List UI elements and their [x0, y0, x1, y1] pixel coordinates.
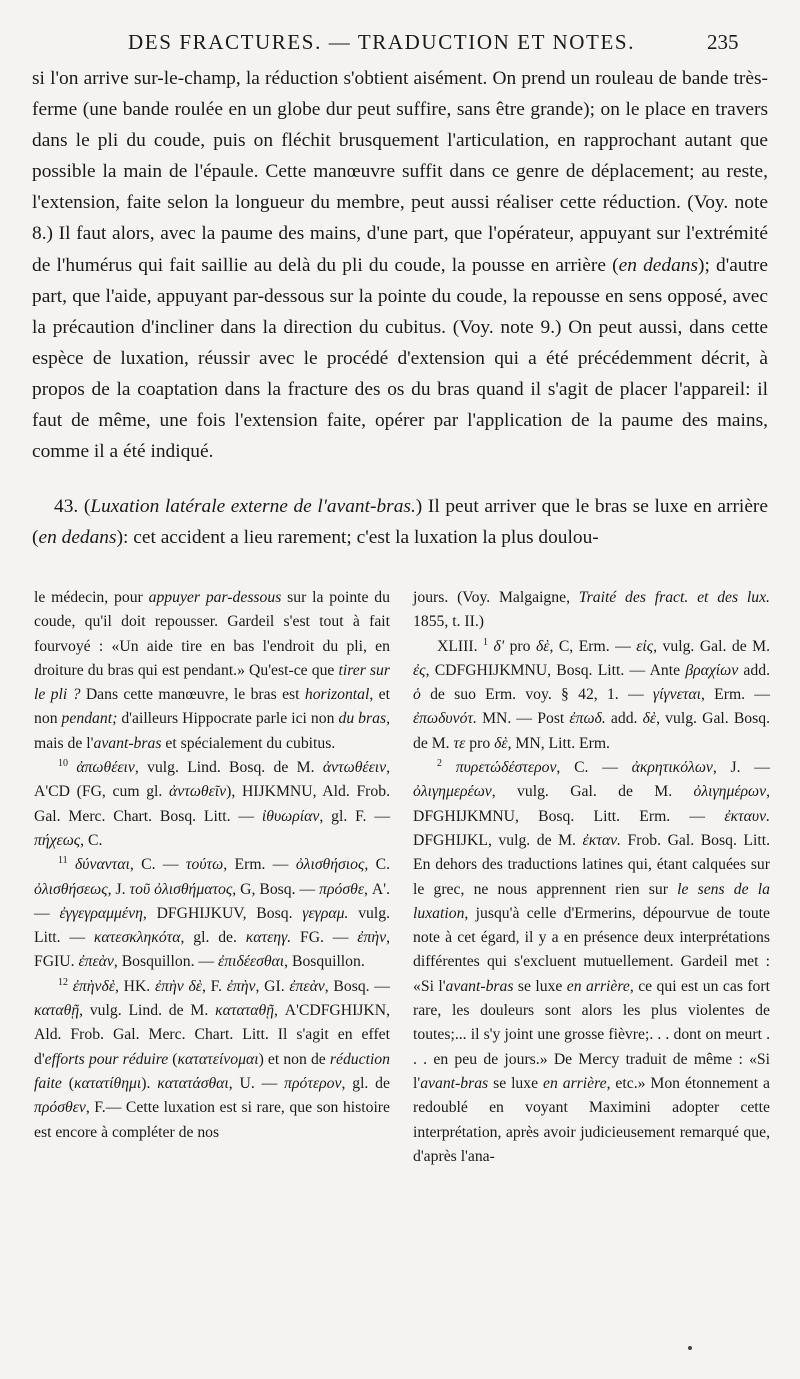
text-run: pro: [465, 734, 495, 752]
text-run: 2: [437, 757, 442, 769]
text-run: ἐπωδ.: [569, 710, 606, 728]
text-run: de suo Erm. voy. § 42, 1. —: [420, 686, 653, 704]
text-run: , G, Bosq. —: [232, 880, 320, 898]
text-run: 10: [58, 757, 68, 769]
main-paragraph: [32, 63, 768, 467]
text-run: κατατείνομαι: [177, 1050, 259, 1068]
text-run: γεγραμ.: [302, 904, 349, 922]
text-run: δ': [487, 637, 505, 655]
text-run: , et non: [34, 686, 390, 728]
text-run: , gl. F. —: [319, 807, 391, 825]
text-run: ἀκρητικόλων: [631, 759, 713, 777]
text-run: ).: [141, 1074, 158, 1092]
text-run: βραχίων: [685, 661, 739, 679]
text-run: κατεσκληκότα: [93, 929, 181, 947]
text-run: πρόσθεν: [34, 1099, 86, 1117]
text-run: , Erm. —: [700, 686, 770, 704]
text-run: , DFGHIJKMNU, Bosq. Litt. Erm. —: [413, 783, 770, 825]
text-run: , Erm. —: [223, 856, 296, 874]
text-run: ἐγγεγραμμένη: [59, 904, 143, 922]
section-43-paragraph: 43. (Luxation latérale externe de l'avant-bras.) Il peut arriver que le bras se luxe en arrière (en dedans): cet accident a lieu rarement; c'est la luxation la plus doulou-: [32, 491, 768, 553]
text-run: , C.: [80, 831, 103, 849]
text-run: , HK.: [115, 977, 155, 995]
text-run: appuyer par-dessous: [148, 589, 282, 606]
note-xliii-1: [413, 635, 770, 756]
text-run: τε: [453, 734, 466, 752]
text-run: ἐπὴνδὲ: [72, 977, 115, 995]
text-run: pendant;: [61, 710, 118, 728]
text-run: ὀλιγημέρων: [693, 783, 767, 801]
text-run: ἐπιδέεσθαι: [218, 953, 285, 971]
text-run: ) et non de: [258, 1050, 330, 1068]
text-run: , gl. de.: [180, 929, 246, 947]
notes-column-right: [413, 586, 770, 1169]
text-run: , GI.: [255, 977, 290, 995]
text-run: , vulg. Gal. de M.: [491, 783, 694, 801]
text-run: en arrière: [566, 977, 630, 995]
text-run: pro: [504, 637, 536, 655]
text-run: , vulg. Gal. de M.: [653, 637, 771, 655]
page-number: 235: [707, 30, 739, 54]
text-run: , CDFGHIJKMNU, Bosq. Litt. — Ante: [425, 661, 686, 679]
text-run: en dedans: [38, 527, 117, 549]
text-run: en dedans: [618, 254, 699, 276]
text-run: κατατίθημι: [73, 1074, 142, 1092]
text-run: δὲ: [642, 710, 657, 728]
text-run: ἀντωθεῖν: [169, 783, 227, 801]
text-run: , DFGHIJKUV, Bosq.: [142, 904, 303, 922]
text-run: , vulg. Lind. de M.: [79, 1002, 216, 1020]
text-run: se luxe: [488, 1074, 543, 1092]
text-run: sur la pointe du coude, qu'il doit repousser. Gardeil s'est tout à fait fourvoyé : «Un aide tire en bas l'endroit du pli, en droiture du bras qui est pendant.» Qu'est-ce que: [34, 589, 390, 679]
note-11: [34, 853, 390, 974]
text-run: ἰθυωρίαν: [261, 807, 320, 825]
text-run: δὲ: [535, 637, 550, 655]
text-run: le sens de la luxation: [413, 880, 770, 922]
text-run: δὲ: [494, 734, 508, 752]
text-run: XLIII.: [437, 637, 483, 655]
section-title: Luxation latérale externe de l'avant-bras.: [90, 496, 416, 518]
text-run: add.: [605, 710, 643, 728]
text-run: πήχεως: [34, 831, 81, 849]
text-run: , A'CDFGHIJKN, Ald. Frob. Gal. Merc. Chart. Litt. Il s'agit en effet d': [34, 1002, 390, 1068]
text-run: , A'CD (FG, cum gl.: [34, 759, 391, 801]
text-run: , MN, Litt. Erm.: [507, 734, 610, 752]
text-run: , vulg. Lind. Bosq. de M.: [134, 759, 323, 777]
text-run: , C.: [364, 856, 391, 874]
text-run: , A'. —: [34, 880, 390, 922]
text-run: , Bosquillon. —: [113, 953, 219, 971]
note-10: [34, 756, 390, 853]
text-run: , F.: [201, 977, 227, 995]
text-run: , vulg. Gal. Bosq. de M.: [413, 710, 771, 752]
note-12: [34, 975, 390, 1145]
text-run: se luxe: [513, 977, 567, 995]
text-run: ἐπεὰν: [78, 953, 114, 971]
text-run: ἐπὴν: [226, 977, 256, 995]
note-xliii-2: [413, 756, 770, 1169]
text-run: (: [168, 1050, 178, 1068]
text-run: DFGHIJKL, vulg. de M.: [413, 831, 583, 849]
text-run: ἐπεὰν: [289, 977, 325, 995]
text-run: , J. —: [712, 759, 770, 777]
text-run: add.: [738, 661, 771, 679]
text-run: ἀντωθέειν: [322, 759, 387, 777]
text-run: vulg. Litt. —: [34, 904, 391, 947]
text-run: , C. —: [556, 759, 632, 777]
text-run: τούτω: [185, 856, 224, 874]
text-run: du bras,: [338, 710, 390, 728]
page-header: [0, 30, 800, 58]
text-run: avant-bras: [445, 977, 514, 995]
section-number: 43.: [54, 496, 79, 518]
text-run: ὁ: [413, 686, 421, 704]
text-run: εἰς: [636, 637, 654, 655]
text-run: , gl. de: [341, 1074, 390, 1092]
text-run: ) Il peut arriver que le bras se luxe en arrière (: [32, 496, 768, 549]
text-run: et spécialement du cubitus.: [161, 734, 336, 752]
text-run: , ce qui est un cas fort rare, les douleurs sont alors les plus violentes de toutes;... il s'y joint une grosse fièvre;. . . dont on meurt . . . en peu de jours.» De Mercy traduit de même : «Si l': [413, 977, 770, 1092]
text-run: ): cet accident a lieu rarement; c'est la luxation la plus doulou-: [116, 527, 599, 549]
text-run: , F.— Cette luxation est si rare, que son histoire est encore à compléter de nos: [34, 1099, 390, 1141]
text-run: d'ailleurs Hippocrate parle ici non: [117, 710, 339, 728]
text-run: καταταθῇ: [215, 1002, 275, 1020]
text-run: mais de l': [34, 734, 94, 752]
text-run: , jusqu'à celle d'Ermerins, dépourvue de toute note à cet égard, il y a en présence deux interprétations différentes qui s'excluent mutuellement. Gardeil met : «Si l': [413, 904, 770, 995]
main-text: [32, 63, 768, 553]
text-run: ἐκταν.: [582, 831, 621, 849]
text-run: , C, Erm. —: [549, 637, 637, 655]
text-run: avant-bras: [93, 734, 162, 752]
text-run: ὀλισθήσιος: [295, 856, 365, 874]
text-run: (: [61, 1074, 74, 1092]
text-run: en arrière: [543, 1074, 607, 1092]
text-run: ἐπὴν: [357, 929, 387, 947]
text-run: 12: [58, 976, 68, 988]
text-run: πρότερον: [284, 1074, 342, 1092]
text-run: réduction faite: [34, 1050, 390, 1092]
text-run: καταθῇ: [34, 1002, 80, 1020]
text-run: γίγνεται: [652, 686, 701, 704]
text-run: horizontal: [304, 686, 370, 704]
text-run: ἐπὴν δὲ: [154, 977, 202, 995]
text-run: le médecin, pour: [34, 589, 149, 606]
running-title: DES FRACTURES. — TRADUCTION ET NOTES.: [128, 30, 636, 54]
text-run: 11: [58, 855, 68, 867]
text-run: jours. (Voy. Malgaigne,: [413, 589, 579, 606]
text-run: πυρετώδέστερον: [455, 759, 557, 777]
text-run: τοῦ ὀλισθήματος: [129, 880, 233, 898]
text-run: Frob. Gal. Bosq. Litt. En dehors des traductions latines qui, étant calquées sur le grec, ne nous apprennent rien sur: [413, 831, 770, 898]
text-run: , C. —: [129, 856, 186, 874]
text-run: MN. — Post: [476, 710, 570, 728]
text-run: 1: [482, 636, 488, 648]
text-run: ), HIJKMNU, Ald. Frob. Gal. Merc. Chart. Bosq. Litt. —: [34, 783, 391, 825]
note-continuation-right: [413, 586, 770, 635]
notes-column-left: [34, 586, 390, 1145]
text-run: Traité des fract. et des lux.: [578, 589, 770, 606]
text-run: , etc.» Mon étonnement a redoublé en voyant Maximini adopter cette interprétation, après avoir judicieusement remarqué que, d'après l'ana-: [413, 1074, 771, 1165]
text-run: avant-bras: [420, 1074, 489, 1092]
ink-speck: [688, 1346, 692, 1350]
text-run: ); d'autre part, que l'aide, appuyant par-dessous sur la pointe du coude, la repousse en sens opposé, avec la précaution d'incliner dans la direction du cubitus. (Voy. note 9.) On peut aussi, dans cette espèce de luxation, réussir avec le procédé d'extension qui a été précédemment décrit, à propos de la coaptation dans la fracture des os du bras quand il s'agit de placer l'appareil: il faut de même, une fois l'extension faite, opérer par l'application de la paume des mains, comme il a été indiqué.: [32, 254, 768, 463]
text-run: 1855, t. II.): [413, 613, 485, 631]
text-run: ἐκταυν.: [724, 807, 770, 825]
text-run: efforts pour réduire: [44, 1050, 169, 1068]
text-run: , Bosquillon.: [284, 953, 365, 971]
text-run: si l'on arrive sur-le-champ, la réduction s'obtient aisément. On prend un rouleau de bande très-ferme (une bande roulée en un globe dur peut suffire, sans être grande); on le place en travers dans le pli du coude, puis on fléchit brusquement l'articulation, en rapprochant autant que possible la main de l'épaule. Cette manœuvre suffit dans ce genre de déplacement; au reste, l'extension, faite selon la longueur du membre, peut aussi réaliser cette réduction. (Voy. note 8.) Il faut alors, avec la paume des mains, d'une part, que l'opérateur, appuyant sur l'extrémité de l'humérus qui fait saillie au delà du pli du coude, la pousse en arrière (: [32, 68, 768, 276]
text-run: , J.: [107, 880, 130, 898]
text-run: , Bosq. —: [324, 977, 390, 995]
text-run: κατατάσθαι: [157, 1074, 229, 1092]
text-run: tirer sur le pli ?: [34, 661, 390, 704]
text-run: , U. —: [228, 1074, 285, 1092]
text-run: ἀπωθέειν: [76, 759, 135, 777]
note-continuation: [34, 586, 390, 756]
text-run: ἐπωδυνότ.: [413, 710, 477, 728]
text-run: Dans cette manœuvre, le bras est: [80, 686, 305, 704]
text-run: κατεηγ.: [245, 929, 292, 947]
text-run: ἐς: [413, 661, 426, 679]
text-run: δύνανται: [74, 856, 130, 874]
text-run: FG. —: [291, 929, 358, 947]
text-run: ὀλισθήσεως: [34, 880, 108, 898]
text-run: πρόσθε: [319, 880, 365, 898]
text-run: ὀλιγημερέων: [413, 783, 492, 801]
text-run: , FGIU.: [34, 929, 390, 971]
